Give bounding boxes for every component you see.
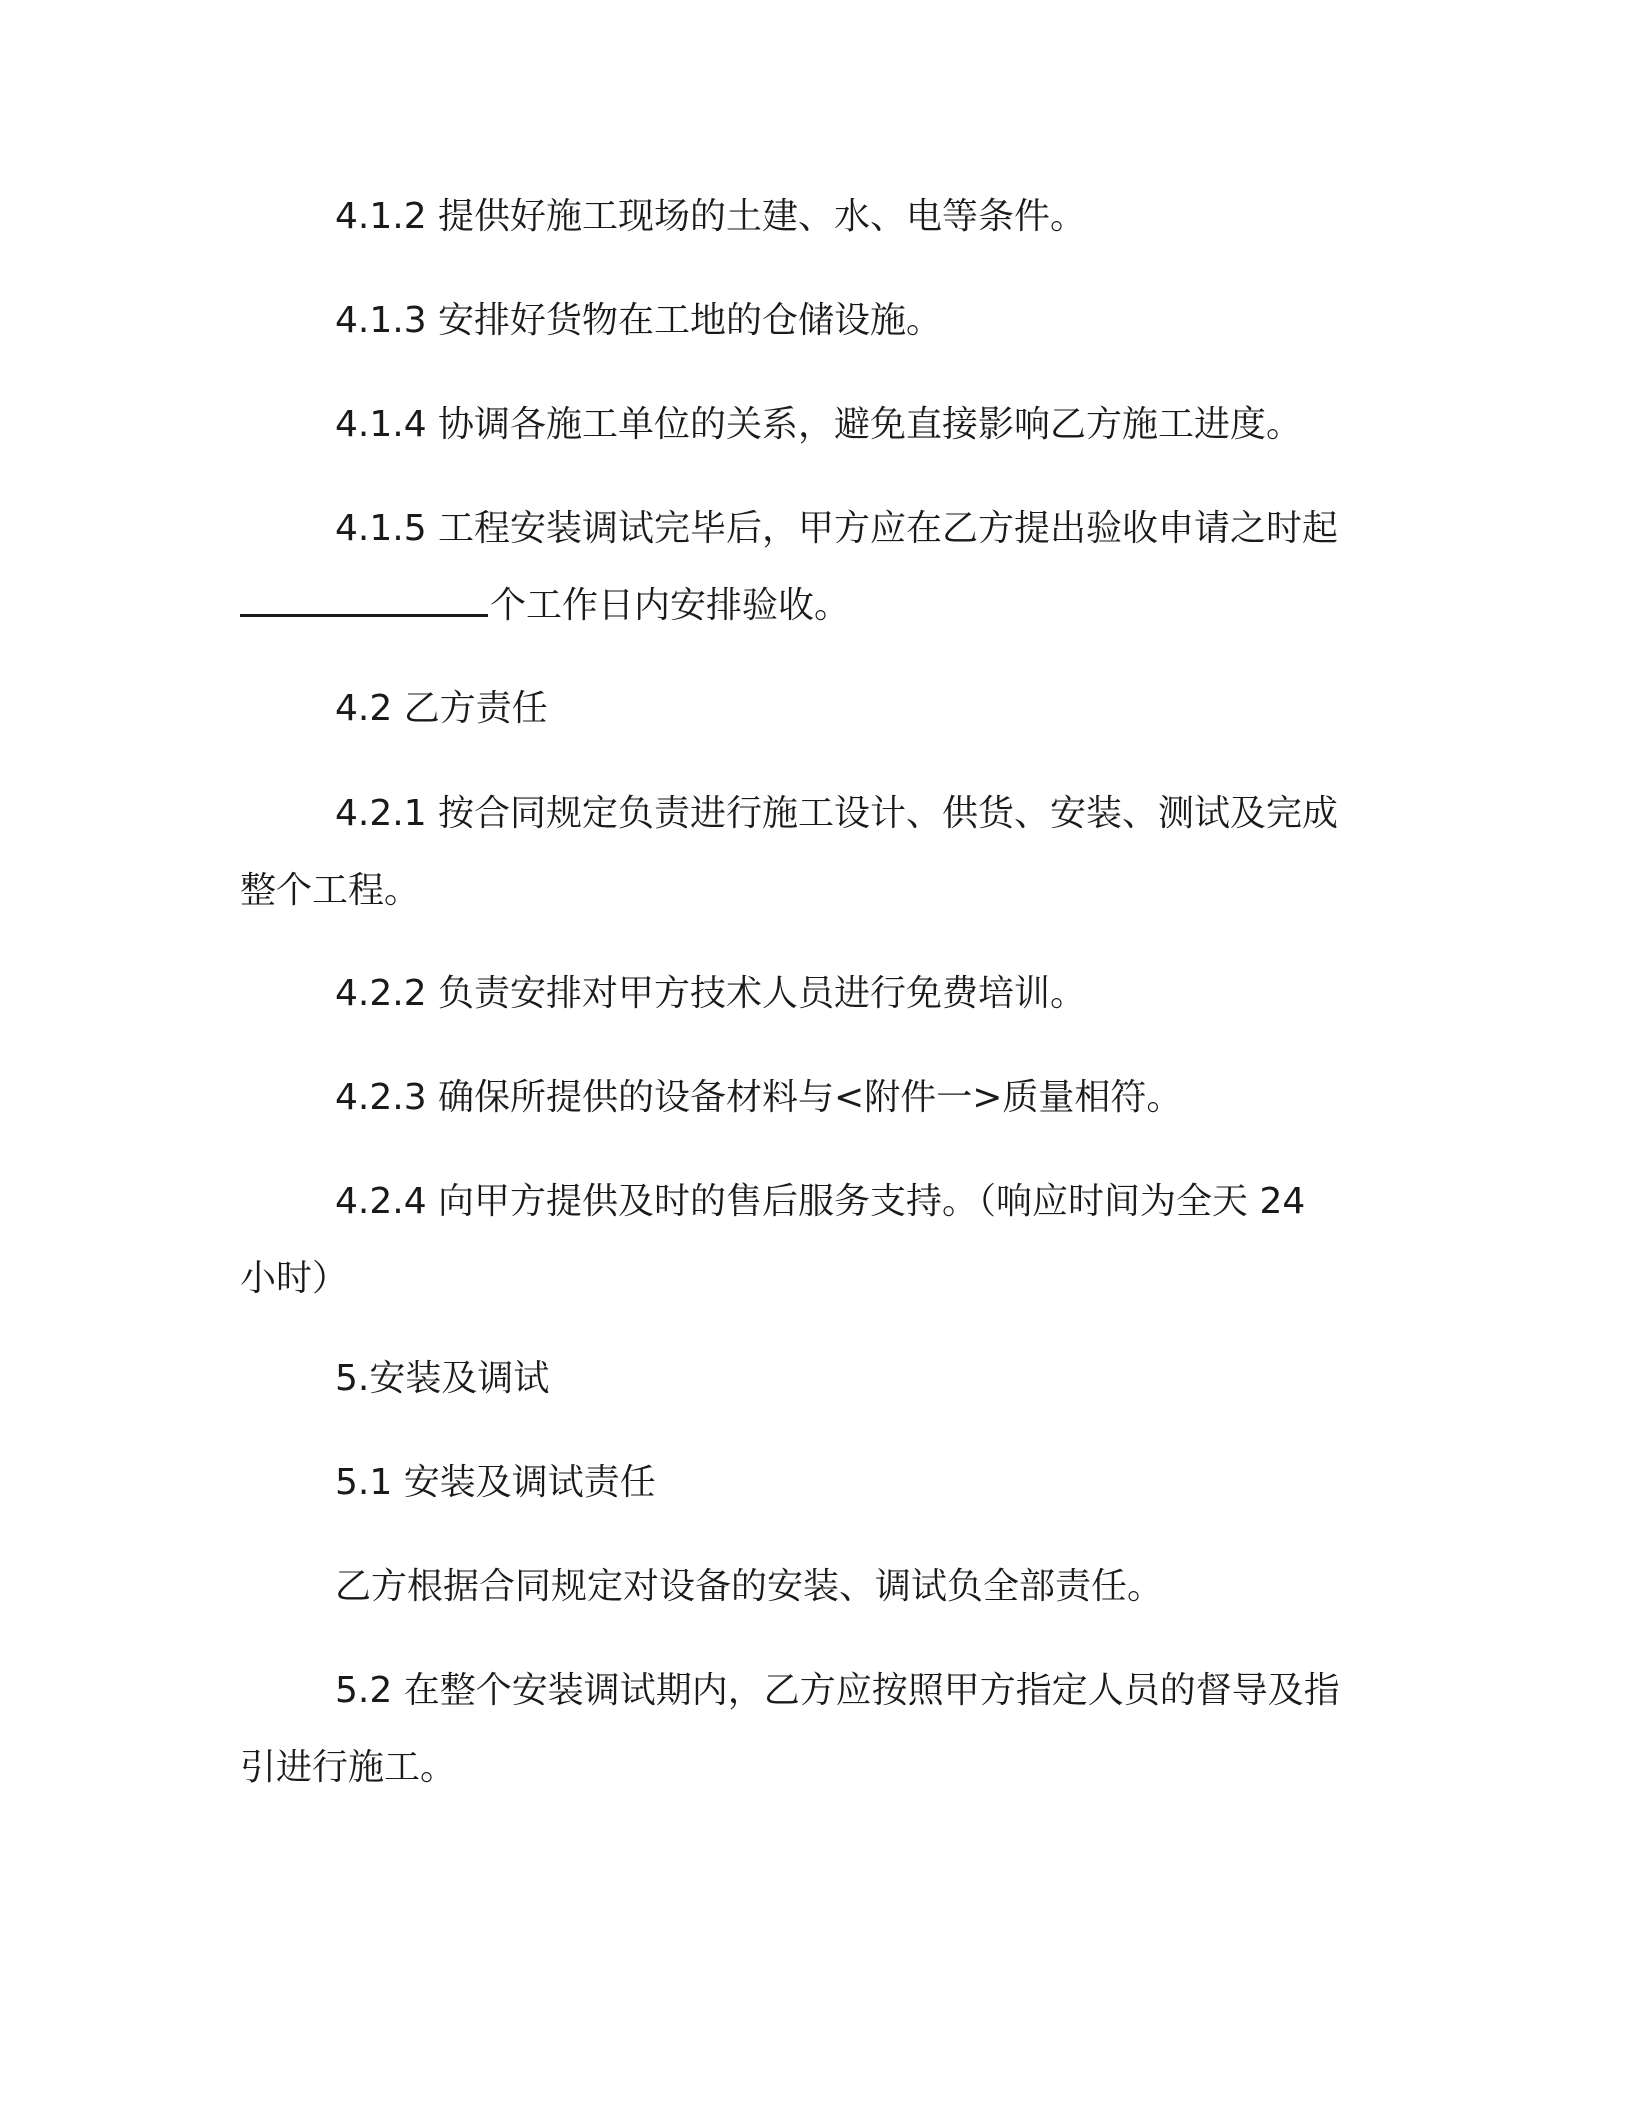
clause-4-1-4 [240,386,1360,463]
clause-4-2-1 [240,775,1360,929]
fill-in-blank [240,586,488,617]
body-line: 乙方根据合同规定对设备的安装、调试负全部责任。 [335,1566,1164,1607]
clause-line: 4.1.4 协调各施工单位的关系，避免直接影响乙方施工进度。 [335,404,1303,445]
clause-5-2 [240,1652,1360,1806]
clause-line: 4.1.5 工程安装调试完毕后，甲方应在乙方提出验收申请之时起 [335,508,1339,549]
clause-line-continued: 引进行施工。 [240,1747,457,1788]
clause-line-continued: 小时） [240,1258,349,1299]
heading-line: 5.1 安装及调试责任 [335,1462,656,1503]
clause-line: 4.2.3 确保所提供的设备材料与<附件一>质量相符。 [335,1077,1183,1118]
clause-line: 4.1.3 安排好货物在工地的仓储设施。 [335,300,943,341]
section-5-1-body [240,1548,1360,1625]
clause-line: 4.2.2 负责安排对甲方技术人员进行免费培训。 [335,973,1087,1014]
clause-line: 4.1.2 提供好施工现场的土建、水、电等条件。 [335,196,1087,237]
clause-4-1-3 [240,282,1360,359]
clause-line: 5.2 在整个安装调试期内，乙方应按照甲方指定人员的督导及指 [335,1670,1340,1711]
heading-line: 4.2 乙方责任 [335,688,548,729]
heading-line: 5.安装及调试 [335,1358,550,1399]
clause-line: 4.2.1 按合同规定负责进行施工设计、供货、安装、测试及完成 [335,793,1339,834]
section-5-heading [240,1340,1360,1417]
clause-line-continued: 整个工程。 [240,870,421,911]
clause-4-2-2 [240,955,1360,1032]
clause-4-2-3 [240,1059,1360,1136]
clause-line-continued [240,567,1360,644]
clause-text: 个工作日内安排验收。 [490,585,851,626]
clause-4-1-2 [240,178,1360,255]
clause-4-1-5 [240,490,1360,644]
clause-4-2-4 [240,1163,1360,1317]
section-5-1-heading [240,1444,1360,1521]
clause-line: 4.2.4 向甲方提供及时的售后服务支持。（响应时间为全天 24 [335,1181,1306,1222]
section-4-2-heading [240,670,1360,747]
